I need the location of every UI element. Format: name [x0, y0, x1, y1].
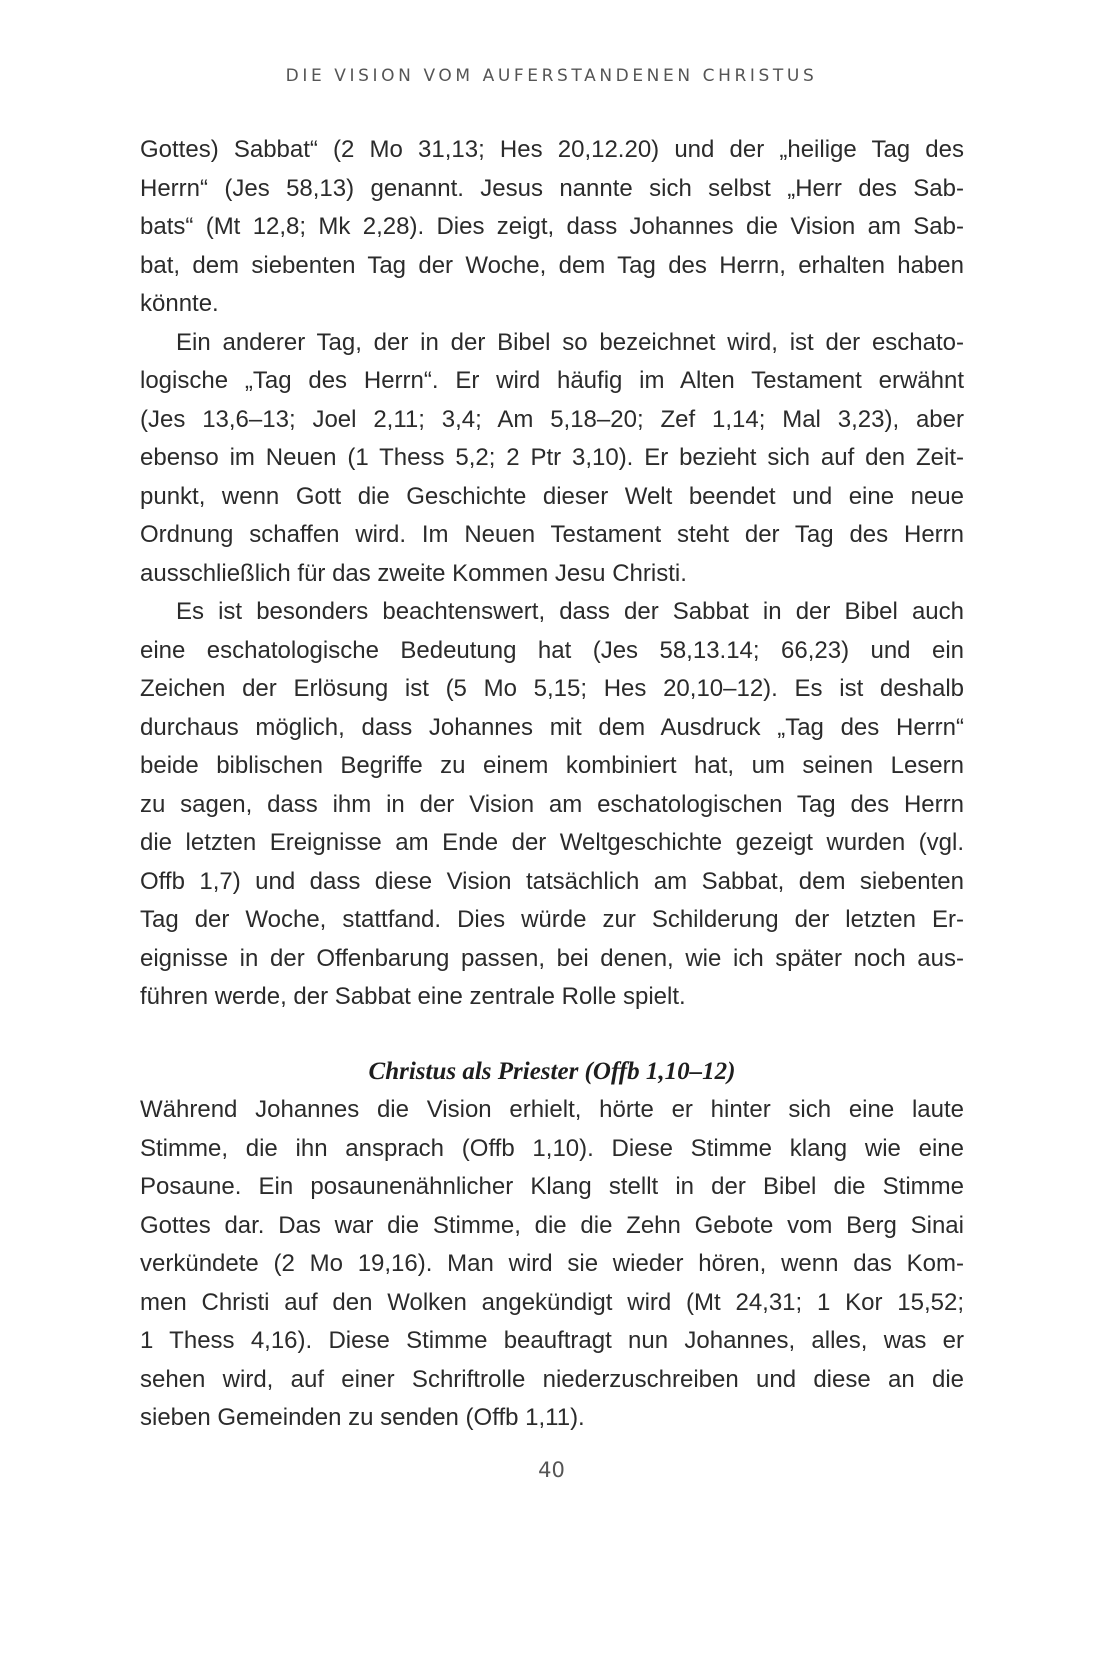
- section-heading: Christus als Priester (Offb 1,10–12): [368, 1057, 736, 1085]
- text-line: Gottes dar. Das war die Stimme, die die Zehn Gebote vom Berg Sinai: [140, 1211, 964, 1239]
- text-line: Posaune. Ein posaunenähnlicher Klang stellt in der Bibel die Stimme: [140, 1173, 964, 1200]
- text-line: bat, dem siebenten Tag der Woche, dem Tag des Herrn, erhalten haben: [140, 251, 964, 279]
- text-line: Herrn“ (Jes 58,13) genannt. Jesus nannte sich selbst „Herr des Sab-: [140, 174, 964, 202]
- text-line: eignisse in der Offenbarung passen, bei denen, wie ich später noch aus-: [140, 944, 964, 972]
- body-text: [140, 131, 964, 1438]
- text-line: Ordnung schaffen wird. Im Neuen Testament steht der Tag des Herrn: [140, 521, 964, 548]
- text-line: durchaus möglich, dass Johannes mit dem Ausdruck „Tag des Herrn“: [140, 713, 964, 741]
- running-header: DIE VISION VOM AUFERSTANDENEN CHRISTUS: [285, 66, 818, 86]
- text-line: Ein anderer Tag, der in der Bibel so bezeichnet wird, ist der eschato-: [176, 328, 964, 356]
- text-line: Gottes) Sabbat“ (2 Mo 31,13; Hes 20,12.20) und der „heilige Tag des: [140, 136, 964, 163]
- text-line: die letzten Ereignisse am Ende der Weltgeschichte gezeigt wurden (vgl.: [140, 829, 964, 856]
- text-line: Während Johannes die Vision erhielt, hörte er hinter sich eine laute: [140, 1096, 964, 1123]
- text-line: verkündete (2 Mo 19,16). Man wird sie wieder hören, wenn das Kom-: [140, 1250, 964, 1277]
- text-line: sieben Gemeinden zu senden (Offb 1,11).: [140, 1404, 585, 1431]
- text-line: könnte.: [140, 290, 219, 317]
- text-line: Zeichen der Erlösung ist (5 Mo 5,15; Hes 20,10–12). Es ist deshalb: [140, 675, 964, 702]
- text-line: zu sagen, dass ihm in der Vision am eschatologischen Tag des Herrn: [140, 790, 964, 818]
- text-line: sehen wird, auf einer Schriftrolle niederzuschreiben und diese an die: [140, 1365, 964, 1393]
- text-line: Offb 1,7) und dass diese Vision tatsächlich am Sabbat, dem siebenten: [140, 867, 964, 895]
- text-line: ebenso im Neuen (1 Thess 5,2; 2 Ptr 3,10). Er bezieht sich auf den Zeit-: [140, 444, 964, 471]
- page-number: 40: [538, 1458, 565, 1482]
- text-line: bats“ (Mt 12,8; Mk 2,28). Dies zeigt, dass Johannes die Vision am Sab-: [140, 213, 964, 240]
- text-line: eine eschatologische Bedeutung hat (Jes 58,13.14; 66,23) und ein: [140, 636, 964, 664]
- text-line: ausschließlich für das zweite Kommen Jesu Christi.: [140, 559, 687, 587]
- text-line: Es ist besonders beachtenswert, dass der Sabbat in der Bibel auch: [176, 598, 964, 625]
- text-line: punkt, wenn Gott die Geschichte dieser Welt beendet und eine neue: [140, 482, 964, 510]
- text-line: (Jes 13,6–13; Joel 2,11; 3,4; Am 5,18–20; Zef 1,14; Mal 3,23), aber: [140, 405, 964, 433]
- section-spacer: [140, 1017, 964, 1053]
- text-line: führen werde, der Sabbat eine zentrale Rolle spielt.: [140, 983, 686, 1010]
- text-line: beide biblischen Begriffe zu einem kombiniert hat, um seinen Lesern: [140, 752, 964, 779]
- text-line: Stimme, die ihn ansprach (Offb 1,10). Diese Stimme klang wie eine: [140, 1134, 964, 1162]
- text-line: Tag der Woche, stattfand. Dies würde zur Schilderung der letzten Er-: [140, 906, 964, 933]
- text-line: 1 Thess 4,16). Diese Stimme beauftragt nun Johannes, alles, was er: [140, 1327, 964, 1354]
- text-line: men Christi auf den Wolken angekündigt wird (Mt 24,31; 1 Kor 15,52;: [140, 1288, 964, 1316]
- text-line: logische „Tag des Herrn“. Er wird häufig im Alten Testament erwähnt: [140, 367, 964, 394]
